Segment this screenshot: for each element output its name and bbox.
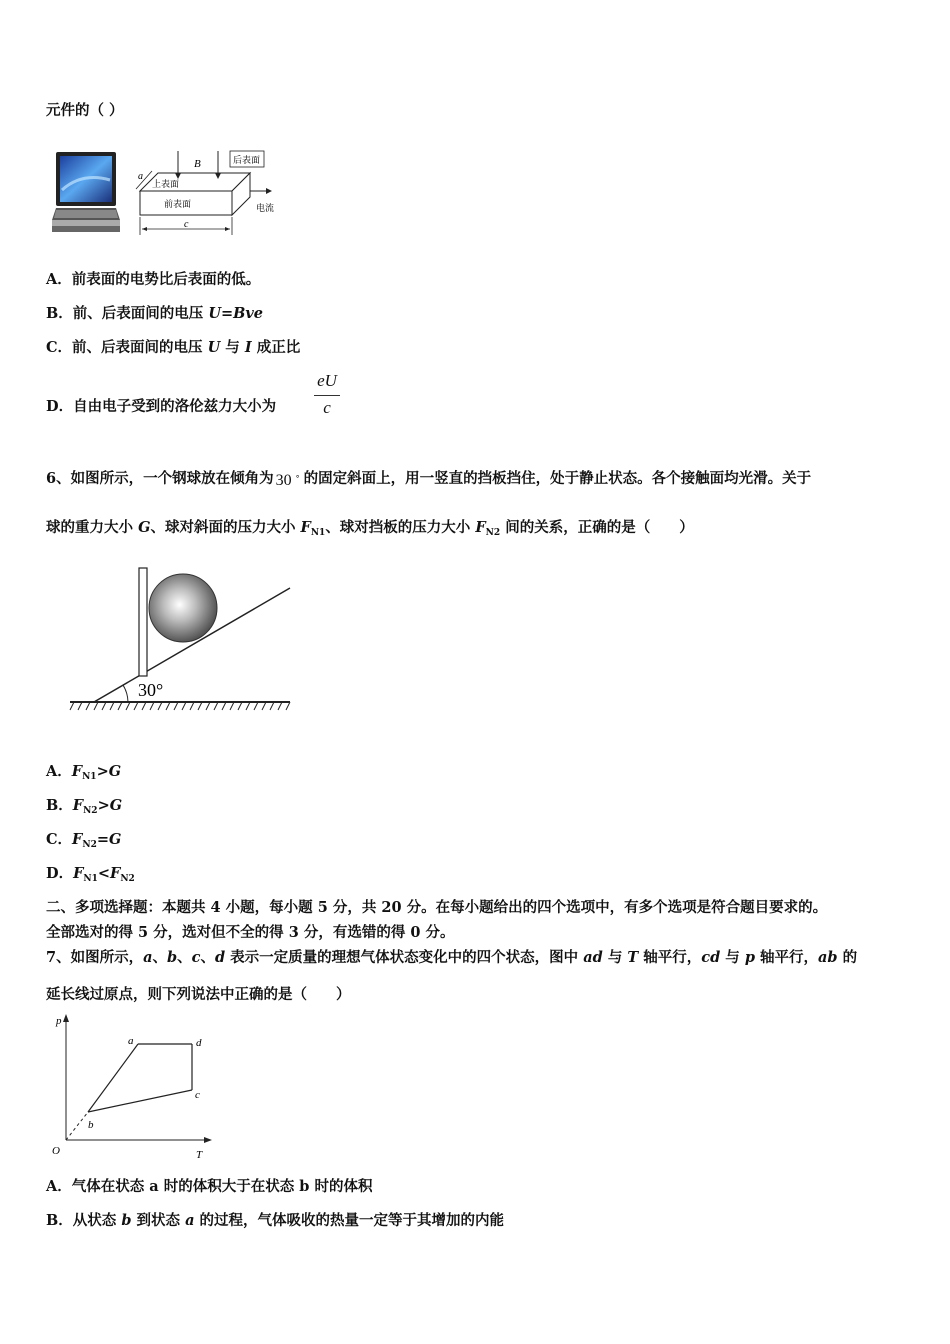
subscript: N2	[83, 806, 98, 816]
q7-stem-line2: 延长线过原点，则下列说法中正确的是（ ）	[46, 986, 351, 1003]
q6-option-a	[46, 762, 121, 787]
q6-line2-d: 间的关系，正确的是（ ）	[500, 519, 694, 536]
q7-sep3: 、	[200, 949, 215, 966]
q7-line1-b: 表示一定质量的理想气体状态变化中的四个状态，图中	[225, 949, 584, 966]
var-F: F	[72, 831, 83, 848]
var-c: c	[191, 949, 201, 966]
point-d-label: d	[196, 1037, 202, 1049]
q7-option-b-suffix: 的过程，气体吸收的热量一定等于其增加的内能	[194, 1212, 505, 1229]
rhs: G	[109, 797, 123, 814]
label-front-surface: 前表面	[164, 200, 192, 210]
option-label: C．	[46, 831, 73, 848]
var-I: I	[244, 339, 252, 356]
label-c: c	[184, 219, 189, 230]
sub-N2: N2	[485, 528, 501, 538]
q5-option-c-suffix: 成正比	[251, 339, 301, 356]
var-p: p	[744, 949, 755, 966]
q7-option-a: A．气体在状态 a 时的体积大于在状态 b 时的体积	[46, 1178, 373, 1195]
point-b-label: b	[88, 1119, 94, 1131]
point-a-label: a	[128, 1035, 134, 1047]
var-ad: ad	[583, 949, 603, 966]
rhs: G	[109, 831, 122, 848]
q5-option-b-text: B．前、后表面间的电压	[46, 305, 209, 322]
sub-N1: N1	[310, 528, 326, 538]
q7-line1-c: 与	[602, 949, 628, 966]
rhs-subscript: N2	[120, 874, 135, 884]
q7-line1-a: 7、如图所示，	[46, 949, 144, 966]
q5-option-b	[46, 304, 263, 324]
q6-line2-b: 、球对斜面的压力大小	[150, 519, 301, 536]
option-label: D．	[46, 865, 74, 882]
section2-line1: 二、多项选择题：本题共 4 小题，每小题 5 分，共 20 分。在每小题给出的四个选项中，有多个选项是符合题目要求的。	[46, 899, 828, 916]
q7-line1-g: 的	[837, 949, 858, 966]
var-a: a	[143, 949, 153, 966]
var-T: T	[627, 949, 639, 966]
var-ab: ab	[818, 949, 838, 966]
q7-line1-d: 轴平行，	[638, 949, 702, 966]
section2-line2: 全部选对的得 5 分，选对但不全的得 3 分，有选错的得 0 分。	[46, 924, 455, 941]
inline-angle-value: 30	[275, 472, 292, 489]
q5-option-c	[46, 338, 300, 358]
fraction-numerator: eU	[317, 371, 337, 390]
q6-line1-b: 的固定斜面上，用一竖直的挡板挡住，处于静止状态。各个接触面均光滑。关于	[303, 470, 812, 487]
subscript: N1	[82, 772, 97, 782]
inline-angle-degree: °	[295, 474, 300, 483]
q7-stem-line1	[46, 948, 857, 968]
rhs: F	[110, 865, 121, 882]
q5-option-b-formula: U=Bve	[208, 305, 264, 322]
q5-option-a: A．前表面的电势比后表面的低。	[46, 271, 261, 288]
var-d: d	[214, 949, 226, 966]
relation: >	[96, 763, 109, 780]
label-B: B	[194, 158, 201, 170]
q5-option-d: D．自由电子受到的洛伦兹力大小为	[46, 398, 277, 415]
q5-stem-tail: 元件的（ ）	[46, 102, 124, 119]
var-cd: cd	[701, 949, 721, 966]
ball-incline-figure	[68, 562, 294, 714]
q6-line2-c: 、球对挡板的压力大小	[325, 519, 476, 536]
relation: >	[97, 797, 110, 814]
var-b: b	[167, 949, 178, 966]
option-label: A．	[46, 763, 72, 780]
label-top-surface: 上表面	[152, 180, 180, 190]
var-b: b	[121, 1212, 132, 1229]
q5-option-c-mid: 与	[220, 339, 245, 356]
q7-sep2: 、	[177, 949, 192, 966]
subscript: N2	[82, 840, 97, 850]
label-back-surface: 后表面	[233, 156, 261, 166]
q7-line1-f: 轴平行，	[754, 949, 819, 966]
q7-line1-e: 与	[720, 949, 745, 966]
fraction-denominator: c	[323, 398, 331, 417]
axis-p-label: p	[56, 1015, 62, 1027]
q6-option-d	[46, 864, 135, 889]
var-F: F	[71, 763, 83, 780]
relation: <	[97, 865, 111, 882]
conductor-block-figure	[132, 145, 282, 245]
var-U: U	[207, 339, 221, 356]
option-label: B．	[46, 797, 73, 814]
var-G: G	[138, 519, 151, 536]
q7-sep1: 、	[152, 949, 167, 966]
incline-angle-label: 30°	[138, 680, 164, 700]
rhs: G	[108, 763, 122, 780]
q7-option-b-mid: 到状态	[131, 1212, 186, 1229]
q7-option-b	[46, 1211, 504, 1231]
var-F: F	[300, 519, 311, 536]
var-F: F	[475, 519, 486, 536]
q7-option-b-prefix: B．从状态	[46, 1212, 122, 1229]
var-F: F	[72, 797, 84, 814]
q6-stem-line1	[46, 469, 811, 489]
q6-line1-a: 6、如图所示，一个钢球放在倾角为	[46, 470, 274, 487]
q6-line2-a: 球的重力大小	[46, 519, 139, 536]
q6-option-b	[46, 796, 122, 821]
var-F: F	[73, 865, 84, 882]
origin-label: O	[52, 1145, 60, 1157]
q6-option-c	[46, 830, 121, 855]
subscript: N1	[83, 874, 98, 884]
laptop-figure	[52, 150, 122, 240]
point-c-label: c	[195, 1089, 200, 1101]
p-T-graph	[46, 1012, 216, 1162]
var-a: a	[185, 1212, 195, 1229]
relation: =	[96, 831, 109, 848]
q5-option-c-text: C．前、后表面间的电压	[46, 339, 208, 356]
q6-stem-line2	[46, 518, 694, 543]
label-current: 电流	[256, 204, 275, 214]
label-a: a	[138, 171, 143, 182]
fraction-bar	[314, 395, 340, 396]
axis-T-label: T	[196, 1149, 203, 1161]
